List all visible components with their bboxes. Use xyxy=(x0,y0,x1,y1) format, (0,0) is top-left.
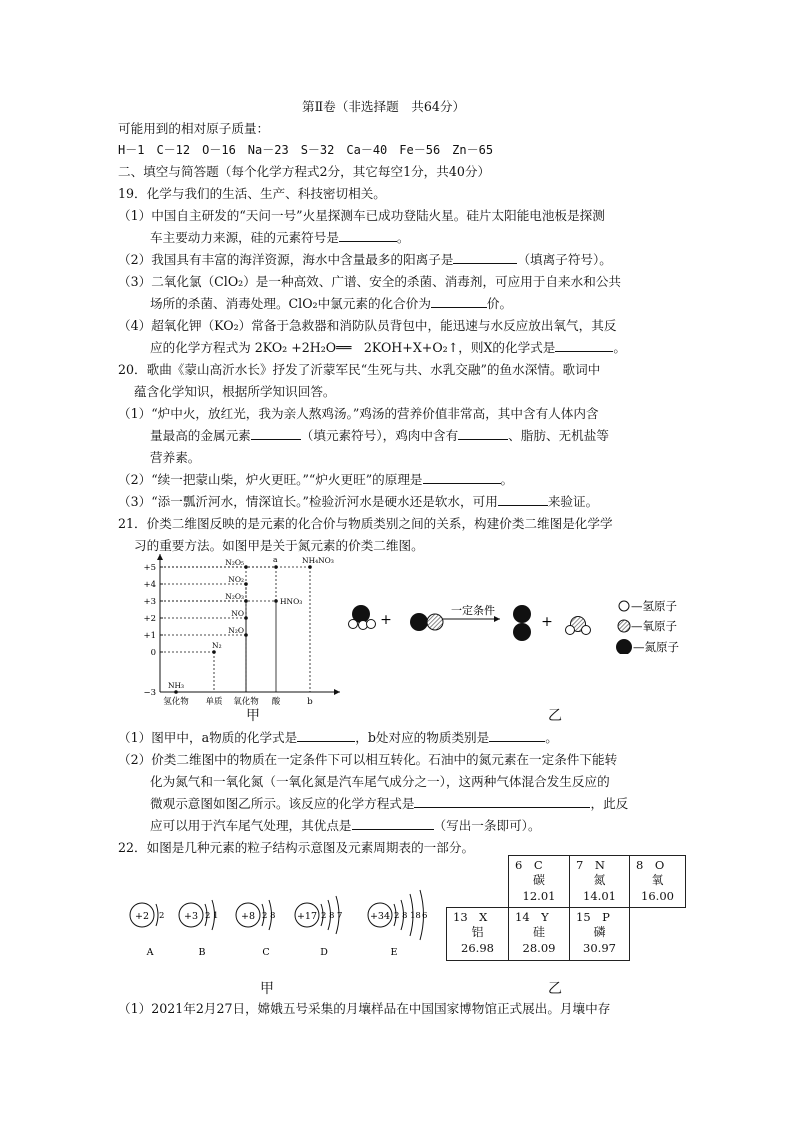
legend-nitrogen: 氮原子 xyxy=(644,640,679,654)
data-point xyxy=(308,565,312,569)
q19-stem: 19．化学与我们的生活、生产、科技密切相关。 xyxy=(118,186,386,201)
x-category-label: 氢化物 xyxy=(163,697,189,707)
legend-oxygen: 氧原子 xyxy=(642,619,677,633)
data-point xyxy=(274,565,278,569)
section-title: 第Ⅱ卷（非选择题 共64分） xyxy=(302,99,466,114)
data-point xyxy=(244,565,248,569)
point-label: N₂O₃ xyxy=(225,592,244,601)
element-mass: 12.01 xyxy=(522,889,556,903)
figure-a-label: 甲 xyxy=(246,708,260,724)
answer-blank[interactable] xyxy=(352,817,434,830)
nucleus-A: +2 xyxy=(134,911,150,922)
atom-C xyxy=(236,900,275,958)
nucleus-E: +34 xyxy=(369,911,391,922)
element-name: 磷 xyxy=(593,925,606,939)
svg-text:6: 6 xyxy=(422,911,428,921)
section-heading: 二、填空与简答题（每个化学方程式2分，其它每空1分，共40分） xyxy=(118,164,491,179)
x-category-label: 单质 xyxy=(205,697,223,707)
atom-A xyxy=(130,903,164,958)
q19-p4-line2 xyxy=(150,339,626,357)
legend-hydrogen: 氢原子 xyxy=(642,599,677,613)
point-label: a xyxy=(273,555,278,564)
point-label: NH₄NO₃ xyxy=(302,556,334,565)
element-cell-phosphorus xyxy=(569,907,630,961)
answer-blank[interactable] xyxy=(423,471,501,484)
nucleus-B: +3 xyxy=(183,911,199,922)
element-mass: 16.00 xyxy=(641,889,674,903)
svg-text:2: 2 xyxy=(262,911,268,921)
q19-p2 xyxy=(118,251,612,269)
atomic-mass-label: 可能用到的相对原子质量： xyxy=(118,121,270,136)
valence-category-chart xyxy=(138,552,348,708)
element-name: 氮 xyxy=(593,873,606,887)
svg-text:1: 1 xyxy=(213,911,219,921)
q20-p1-text: 量最高的金属元素 xyxy=(150,428,251,443)
data-point xyxy=(244,633,248,637)
q21-p1 xyxy=(118,729,558,747)
q21-p2-line3 xyxy=(150,795,628,813)
q20-p3 xyxy=(118,493,598,511)
svg-text:18: 18 xyxy=(410,911,421,921)
answer-blank[interactable] xyxy=(297,729,355,742)
atomic-structure-diagrams xyxy=(118,866,448,966)
label-A: A xyxy=(146,947,154,958)
y-tick-label: 0 xyxy=(150,648,156,658)
data-point xyxy=(212,650,216,654)
atom-B xyxy=(179,900,218,958)
point-label: HNO₃ xyxy=(280,597,303,606)
q19-p3-end: 价。 xyxy=(486,296,513,311)
q19-p1-end: 。 xyxy=(396,230,410,245)
element-mass: 26.98 xyxy=(461,941,494,955)
element-number-symbol: 7 N xyxy=(576,858,605,872)
point-label: N₂ xyxy=(212,641,222,650)
answer-blank[interactable] xyxy=(339,229,397,242)
svg-text:2: 2 xyxy=(394,911,400,921)
q19-p1-text: 车主要动力来源，硅的元素符号是 xyxy=(150,230,339,245)
q20-p1-line1: （1）“炉中火，放红光，我为亲人熬鸡汤。”鸡汤的营养价值非常高，其中含有人体内含 xyxy=(118,406,599,421)
element-number-symbol: 14 Y xyxy=(515,910,549,924)
q20-p1-mid: （填元素符号），鸡肉中含有 xyxy=(300,428,459,443)
q21-stem-line1: 21．价类二维图反映的是元素的化合价与物质类别之间的关系，构建价类二维图是化学学 xyxy=(118,516,613,531)
y-tick-label: +5 xyxy=(143,563,156,573)
element-mass: 30.97 xyxy=(583,941,616,955)
element-name: 铝 xyxy=(471,925,484,939)
q19-p3-line1: （3）二氧化氯（ClO₂）是一种高效、广谱、安全的杀菌、消毒剂，可应用于自来水和公共 xyxy=(118,274,622,289)
answer-blank[interactable] xyxy=(555,339,613,352)
plus-sign: + xyxy=(541,614,553,630)
q22-p1: （1）2021年2月27日，嫦娥五号采集的月壤样品在中国国家博物馆正式展出。月壤中存 xyxy=(118,1001,611,1016)
svg-text:2: 2 xyxy=(321,911,327,921)
q20-p1-line2 xyxy=(150,427,609,445)
answer-blank[interactable] xyxy=(414,795,590,808)
q19-p3-text: 场所的杀菌、消毒处理。ClO₂中氯元素的化合价为 xyxy=(150,296,431,311)
figure-b-label: 乙 xyxy=(548,708,562,724)
element-cell-X xyxy=(446,907,509,961)
q20-p1-line3: 营养素。 xyxy=(150,450,201,465)
q19-p3-line2 xyxy=(150,295,512,313)
q20-p2-end: 。 xyxy=(500,472,514,487)
q21-stem-line2: 习的重要方法。如图甲是关于氮元素的价类二维图。 xyxy=(134,538,424,553)
element-mass: 28.09 xyxy=(522,941,556,955)
atomic-mass-values: H－1 C－12 O－16 Na－23 S－32 Ca－40 Fe－56 Zn－65 xyxy=(118,143,494,157)
q21-p2-line2: 化为氮气和一氧化氮（一氧化氮是汽车尾气成分之一），这两种气体混合发生反应的 xyxy=(150,774,610,789)
q20-stem-line2: 蕴含化学知识，根据所学知识回答。 xyxy=(134,384,336,399)
answer-blank[interactable] xyxy=(498,493,548,506)
q21-p2-line1: （2）价类二维图中的物质在一定条件下可以相互转化。石油中的氮元素在一定条件下能转 xyxy=(118,752,618,767)
answer-blank[interactable] xyxy=(458,427,508,440)
q21-p1-text: （1）图甲中，a物质的化学式是 xyxy=(118,730,298,745)
figure-a-label: 甲 xyxy=(260,981,274,997)
q19-p4-end: 。 xyxy=(613,340,626,355)
q20-p2 xyxy=(118,471,513,489)
svg-text:8: 8 xyxy=(402,911,408,921)
q21-p2-end2: （写出一条即可）。 xyxy=(433,818,541,833)
condition-label: 一定条件 xyxy=(451,604,495,617)
q19-p2-text: （2）我国具有丰富的海洋资源，海水中含量最多的阳离子是 xyxy=(118,252,454,267)
q22-stem: 22．如图是几种元素的粒子结构示意图及元素周期表的一部分。 xyxy=(118,840,475,855)
q21-p1-end: 。 xyxy=(545,730,558,745)
data-point xyxy=(274,599,278,603)
element-number-symbol: 13 X xyxy=(453,910,488,924)
q20-stem-line1: 20．歌曲《蒙山高沂水长》抒发了沂蒙军民“生死与共、水乳交融”的鱼水深情。歌词中 xyxy=(118,362,601,377)
label-E: E xyxy=(390,947,398,958)
ammonia-molecule xyxy=(349,605,376,630)
y-tick-label: −3 xyxy=(143,688,156,698)
data-point xyxy=(244,582,248,586)
q19-p1-line1: （1）中国自主研发的“天问一号”火星探测车已成功登陆火星。硅片太阳能电池板是探测 xyxy=(118,208,605,223)
q21-p1-mid: ，b处对应的物质类别是 xyxy=(355,730,490,745)
element-cell-nitrogen xyxy=(569,855,630,908)
data-point xyxy=(244,616,248,620)
q19-p4-text: 应的化学方程式为 2KO₂ +2H₂O══ 2KOH+X+O₂↑，则X的化学式是 xyxy=(150,340,556,355)
element-mass: 14.01 xyxy=(583,889,616,903)
y-tick-label: +3 xyxy=(143,597,156,607)
atom-D xyxy=(295,896,342,958)
svg-text:—氮原子: —氮原子 xyxy=(633,640,679,654)
q20-p3-text: （3）“添一瓢沂河水，情深谊长。”检验沂河水是硬水还是软水，可用 xyxy=(118,494,498,509)
legend xyxy=(616,599,679,654)
element-cell-oxygen xyxy=(629,855,686,908)
q21-p2-line4 xyxy=(150,817,541,835)
nitric-oxide-molecule xyxy=(410,613,443,631)
point-label: NO₂ xyxy=(228,575,244,584)
x-category-label: b xyxy=(307,697,313,707)
q19-p1-line2 xyxy=(150,229,410,247)
svg-text:2: 2 xyxy=(205,911,211,921)
q21-p2-text: 微观示意图如图乙所示。该反应的化学方程式是 xyxy=(150,796,415,811)
svg-text:8: 8 xyxy=(270,911,276,921)
element-name: 氧 xyxy=(651,873,664,887)
point-label: N₂O₅ xyxy=(225,558,244,567)
reaction-diagram xyxy=(340,594,690,654)
q19-p4-line1: （4）超氧化钾（KO₂）常备于急救器和消防队员背包中，能迅速与水反应放出氧气，其反 xyxy=(118,318,617,333)
water-molecule xyxy=(566,617,591,635)
q21-p2-text2: 应可以用于汽车尾气处理，其优点是 xyxy=(150,818,352,833)
answer-blank[interactable] xyxy=(489,729,545,742)
svg-text:7: 7 xyxy=(337,911,343,921)
element-name: 硅 xyxy=(532,925,545,939)
y-tick-label: +4 xyxy=(143,580,156,590)
plus-sign: + xyxy=(380,612,392,628)
x-category-label: 酸 xyxy=(271,697,281,707)
nitrogen-molecule xyxy=(513,605,531,641)
element-number-symbol: 15 P xyxy=(576,910,610,924)
periodic-table xyxy=(446,855,686,961)
element-cell-carbon xyxy=(508,855,570,908)
q20-p2-text: （2）“续一把蒙山柴，炉火更旺。”“炉火更旺”的原理是 xyxy=(118,472,423,487)
answer-blank[interactable] xyxy=(453,251,517,264)
nucleus-C: +8 xyxy=(240,911,256,922)
point-label: N₂O xyxy=(228,626,244,635)
point-label: NH₃ xyxy=(167,681,185,690)
q19-p2-end: （填离子符号）。 xyxy=(517,252,612,267)
label-C: C xyxy=(262,947,270,958)
y-tick-label: +1 xyxy=(143,631,156,641)
svg-text:—氧原子: —氧原子 xyxy=(631,619,677,633)
svg-text:—氢原子: —氢原子 xyxy=(631,599,677,613)
answer-blank[interactable] xyxy=(431,295,487,308)
data-point xyxy=(244,599,248,603)
q20-p3-end: 来验证。 xyxy=(547,494,599,509)
data-point xyxy=(174,690,178,694)
nucleus-D: +17 xyxy=(296,911,318,922)
element-number-symbol: 6 C xyxy=(515,858,543,872)
y-tick-label: +2 xyxy=(143,614,156,624)
q21-p2-end: ，此反 xyxy=(590,796,629,811)
element-number-symbol: 8 O xyxy=(636,858,665,872)
point-label: NO xyxy=(231,609,244,618)
figure-b-label: 乙 xyxy=(548,981,562,997)
element-name: 碳 xyxy=(532,873,545,887)
svg-text:2: 2 xyxy=(159,911,165,921)
svg-text:8: 8 xyxy=(329,911,335,921)
q20-p1-end: 、脂肪、无机盐等 xyxy=(508,428,609,443)
element-cell-Y xyxy=(508,907,570,961)
label-B: B xyxy=(198,947,206,958)
x-category-label: 氧化物 xyxy=(233,697,259,707)
answer-blank[interactable] xyxy=(251,427,301,440)
atom-E xyxy=(368,890,427,958)
label-D: D xyxy=(320,947,328,958)
